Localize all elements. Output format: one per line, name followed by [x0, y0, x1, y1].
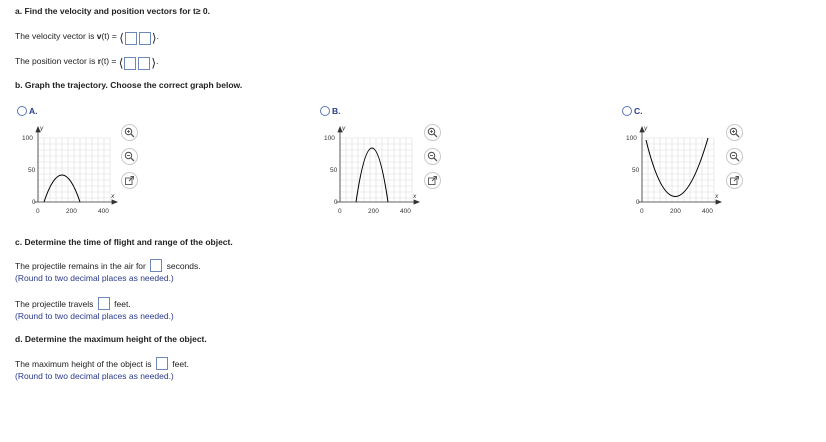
x-tick-400: 400 [98, 208, 109, 215]
part-a-heading: a. Find the velocity and position vectors for t≥ 0. [15, 6, 211, 16]
position-y-input[interactable] [138, 57, 150, 70]
graph-a [18, 118, 128, 218]
y-axis-label: y [342, 125, 346, 132]
vector-close-bracket: ⟩ [151, 56, 157, 70]
y-tick-100: 100 [626, 135, 637, 142]
velocity-period: . [156, 31, 159, 41]
velocity-symbol: v [96, 31, 102, 41]
part-b-heading: b. Graph the trajectory. Choose the correct graph below. [15, 80, 243, 90]
position-prefix: The position vector is [15, 56, 98, 66]
y-axis-label: y [644, 125, 648, 132]
velocity-y-input[interactable] [139, 32, 151, 45]
zoom-out-icon [427, 151, 438, 162]
part-d-heading: d. Determine the maximum height of the object. [15, 334, 207, 344]
x-tick-0: 0 [338, 208, 342, 215]
graph-grid [642, 138, 714, 202]
x-tick-200: 200 [66, 208, 77, 215]
position-vector-row [15, 56, 158, 70]
option-b-label: B. [332, 106, 341, 116]
y-axis-label: y [40, 125, 44, 132]
zoom-out-button-a[interactable] [121, 148, 138, 165]
option-b-radio[interactable] [320, 106, 330, 116]
time-of-flight-row [15, 259, 201, 272]
zoom-in-icon [427, 127, 438, 138]
x-axis-label: x [111, 193, 115, 200]
range-input[interactable] [98, 297, 110, 310]
open-new-window-button-c[interactable] [726, 172, 743, 189]
graph-axes [34, 127, 117, 204]
zoom-out-icon [729, 151, 740, 162]
max-height-input[interactable] [156, 357, 168, 370]
open-new-window-icon [124, 175, 135, 186]
range-hint: (Round to two decimal places as needed.) [15, 311, 174, 321]
x-tick-0: 0 [640, 208, 644, 215]
option-c-label: C. [634, 106, 643, 116]
graph-c [622, 118, 732, 218]
zoom-in-button-b[interactable] [424, 124, 441, 141]
trajectory-curve [646, 138, 708, 197]
velocity-prefix: The velocity vector is [15, 31, 97, 41]
option-c-radio[interactable] [622, 106, 632, 116]
velocity-vector-input [119, 32, 156, 45]
height-prefix: The maximum height of the object is [15, 359, 152, 369]
x-axis-label: x [715, 193, 719, 200]
part-c-heading: c. Determine the time of flight and range of the object. [15, 237, 233, 247]
graph-axes [638, 127, 721, 204]
zoom-out-button-c[interactable] [726, 148, 743, 165]
velocity-x-input[interactable] [125, 32, 137, 45]
open-new-window-button-a[interactable] [121, 172, 138, 189]
graph-b [320, 118, 430, 218]
open-new-window-icon [729, 175, 740, 186]
position-suffix: (t) = [101, 56, 119, 66]
zoom-out-button-b[interactable] [424, 148, 441, 165]
y-tick-0: 0 [32, 199, 36, 206]
graph-grid [38, 138, 110, 202]
open-new-window-icon [427, 175, 438, 186]
option-a-radio[interactable] [17, 106, 27, 116]
range-suffix: feet. [114, 299, 131, 309]
time-prefix: The projectile remains in the air for [15, 261, 146, 271]
y-tick-100: 100 [22, 135, 33, 142]
y-tick-100: 100 [324, 135, 335, 142]
vector-open-bracket: ⟨ [118, 56, 124, 70]
vector-open-bracket: ⟨ [119, 31, 124, 45]
vector-close-bracket: ⟩ [151, 31, 157, 45]
zoom-in-icon [124, 127, 135, 138]
open-new-window-button-b[interactable] [424, 172, 441, 189]
zoom-in-button-a[interactable] [121, 124, 138, 141]
height-suffix: feet. [172, 359, 189, 369]
time-hint: (Round to two decimal places as needed.) [15, 273, 174, 283]
position-symbol: r [97, 56, 101, 66]
height-hint: (Round to two decimal places as needed.) [15, 371, 174, 381]
velocity-vector-row [15, 31, 159, 45]
range-prefix: The projectile travels [15, 299, 94, 309]
zoom-out-icon [124, 151, 135, 162]
x-tick-200: 200 [368, 208, 379, 215]
zoom-in-button-c[interactable] [726, 124, 743, 141]
position-vector-input [118, 56, 159, 70]
range-row [15, 297, 131, 310]
max-height-row [15, 357, 189, 370]
velocity-suffix: (t) = [101, 31, 120, 41]
y-tick-50: 50 [632, 167, 640, 174]
x-tick-0: 0 [36, 208, 40, 215]
zoom-in-icon [729, 127, 740, 138]
x-axis-label: x [413, 193, 417, 200]
y-tick-50: 50 [330, 167, 338, 174]
y-tick-50: 50 [28, 167, 36, 174]
graph-grid [340, 138, 412, 202]
y-tick-0: 0 [334, 199, 338, 206]
position-period: . [156, 56, 159, 66]
x-tick-400: 400 [400, 208, 411, 215]
x-tick-400: 400 [702, 208, 713, 215]
x-tick-200: 200 [670, 208, 681, 215]
option-a-label: A. [29, 106, 38, 116]
time-suffix: seconds. [166, 261, 201, 271]
graph-axes [336, 127, 419, 204]
time-of-flight-input[interactable] [150, 259, 162, 272]
y-tick-0: 0 [636, 199, 640, 206]
position-x-input[interactable] [124, 57, 136, 70]
